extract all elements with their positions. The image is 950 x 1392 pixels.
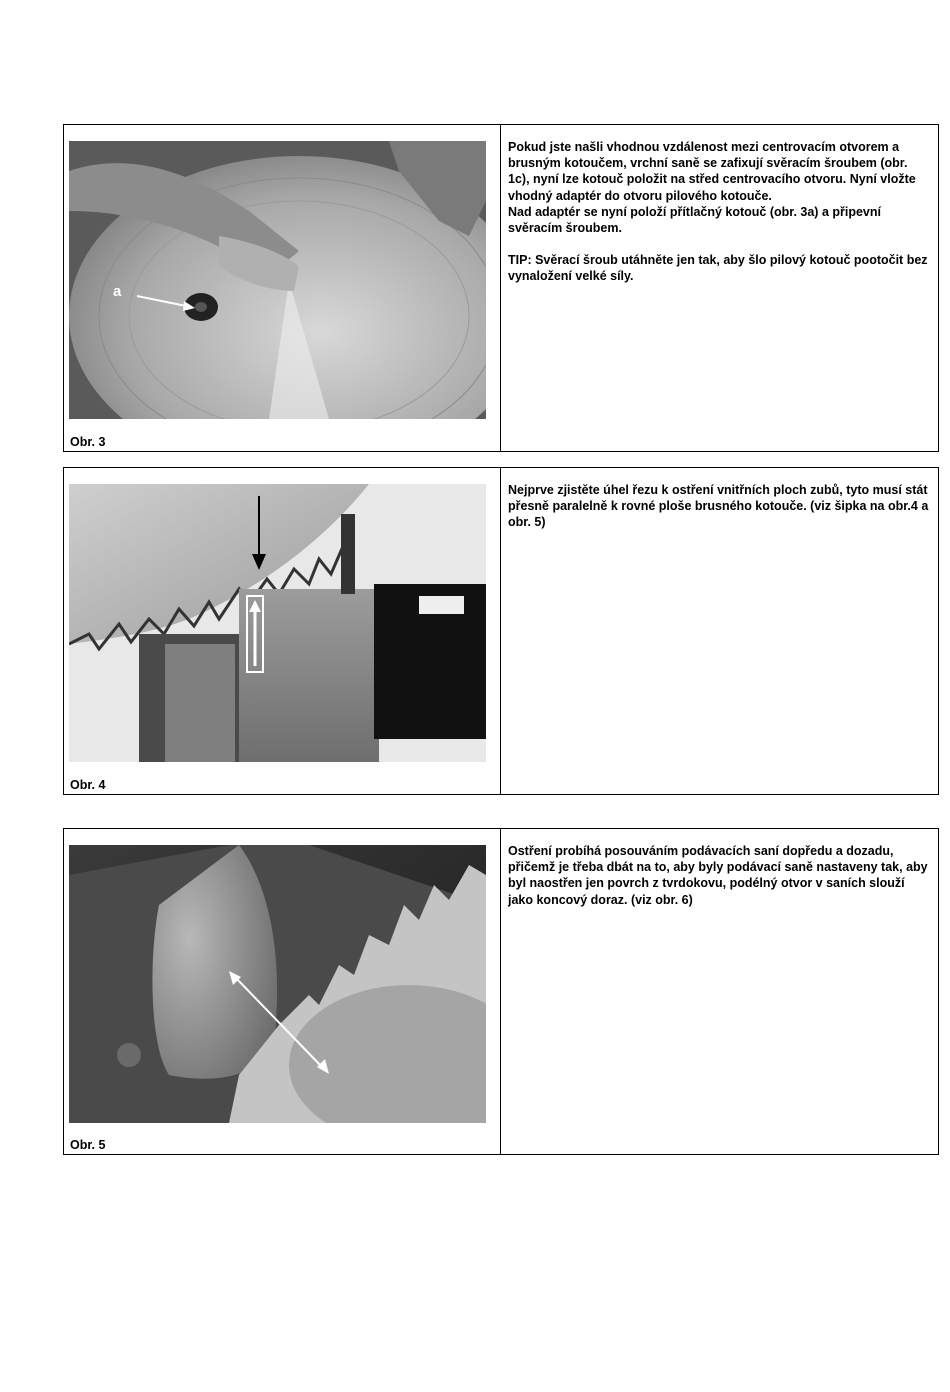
- figure-text-cell: [501, 125, 938, 451]
- photo-obr-4: [69, 484, 486, 762]
- figure-image-cell: [64, 125, 501, 451]
- tip-paragraph: TIP: Svěrací šroub utáhněte jen tak, aby šlo pilový kotouč pootočit bez vynaložení velké síly.: [508, 253, 928, 284]
- figure-text-cell: [501, 468, 938, 794]
- figure-caption: Obr. 4: [70, 778, 106, 792]
- figure-caption: Obr. 3: [70, 435, 106, 449]
- figure-block-4: [63, 467, 939, 795]
- figure-image-cell: [64, 468, 501, 794]
- instruction-paragraph: Nejprve zjistěte úhel řezu k ostření vnitřních ploch zubů, tyto musí stát přesně paralelně k rovné ploše brusného kotouče. (viz šipka na obr.4 a obr. 5): [508, 483, 929, 530]
- figure-text-cell: [501, 829, 938, 1154]
- instruction-paragraph: Pokud jste našli vhodnou vzdálenost mezi centrovacím otvorem a brusným kotoučem, vrchní saně se zafixují svěracím šroubem (obr. 1c), nyní lze kotouč položit na střed centrovacího otvoru. Nyní vložte vhodný adaptér do otvoru pilového kotouče. Nad adaptér se nyní položí přítlačný kotouč (obr. 3a) a připevní svěracím šroubem.: [508, 140, 916, 236]
- instruction-paragraph: Ostření probíhá posouváním podávacích saní dopředu a dozadu, přičemž je třeba dbát na to, aby byly podávací saně nastaveny tak, aby byl naostřen jen povrch z tvrdokovu, podélný otvor v saních slouží jako koncový doraz. (viz obr. 6): [508, 844, 928, 907]
- saw-blade-photo: [69, 141, 486, 419]
- figure-block-3: [63, 124, 939, 452]
- grinding-closeup-photo: [69, 845, 486, 1123]
- photo-label-a: a: [113, 283, 122, 300]
- photo-obr-3: [69, 141, 486, 419]
- grinder-photo: [69, 484, 486, 762]
- figure-image-cell: [64, 829, 501, 1154]
- figure-caption: Obr. 5: [70, 1138, 106, 1152]
- photo-obr-5: [69, 845, 486, 1123]
- figure-block-5: [63, 828, 939, 1155]
